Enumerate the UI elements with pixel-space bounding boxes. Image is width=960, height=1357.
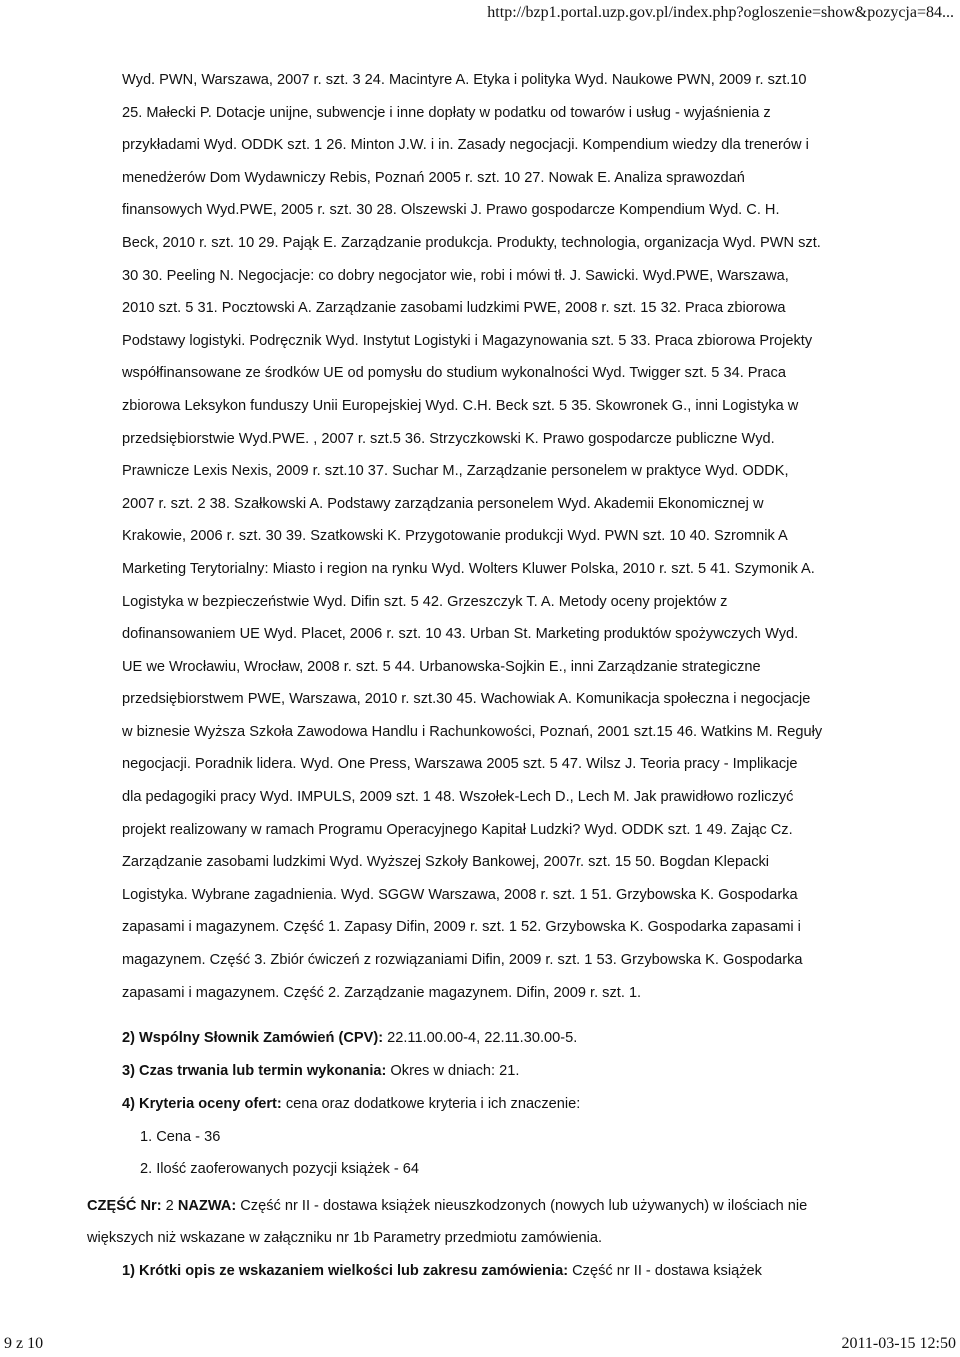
cpv-label: 2) Wspólny Słownik Zamówień (CPV):: [122, 1030, 384, 1046]
part-name-label: NAZWA:: [177, 1198, 237, 1214]
text-line: Krakowie, 2006 r. szt. 30 39. Szatkowski K. Przygotowanie produkcji Wyd. PWN szt. 10 40. Szromnik A: [122, 528, 788, 545]
text-line: przedsiębiorstwie Wyd.PWE. , 2007 r. szt.5 36. Strzyczkowski K. Prawo gospodarcze publiczne Wyd.: [122, 430, 775, 447]
text-line: przedsiębiorstwem PWE, Warszawa, 2010 r. szt.30 45. Wachowiak A. Komunikacja społeczna i negocjacje: [122, 691, 811, 708]
text-line: dofinansowaniem UE Wyd. Placet, 2006 r. szt. 10 43. Urban St. Marketing produktów spożywczych Wyd.: [122, 626, 799, 643]
text-line: przykładami Wyd. ODDK szt. 1 26. Minton J.W. i in. Zasady negocjacji. Kompendium wiedzy dla trenerów i: [122, 137, 809, 154]
duration-label: 3) Czas trwania lub termin wykonania:: [122, 1063, 387, 1079]
duration-value: Okres w dniach: 21.: [386, 1063, 520, 1079]
text-line: Wyd. PWN, Warszawa, 2007 r. szt. 3 24. Macintyre A. Etyka i polityka Wyd. Naukowe PWN, 2009 r. szt.10: [122, 72, 807, 88]
text-line: projekt realizowany w ramach Programu Operacyjnego Kapitał Ludzki? Wyd. ODDK szt. 1 49. Zając Cz.: [122, 821, 793, 838]
text-line: Beck, 2010 r. szt. 10 29. Pająk E. Zarządzanie produkcja. Produkty, technologia, organizacja Wyd. PWN szt.: [122, 234, 821, 251]
part-heading: [87, 1196, 807, 1216]
text-line: Podstawy logistyki. Podręcznik Wyd. Instytut Logistyki i Magazynowania szt. 5 33. Praca zbiorowa Projekty: [122, 332, 813, 349]
part-description-label: 1) Krótki opis ze wskazaniem wielkości lub zakresu zamówienia:: [122, 1263, 569, 1279]
part-name: Część nr II - dostawa książek nieuszkodzonych (nowych lub używanych) w ilościach nie: [236, 1198, 808, 1214]
part-number: 2: [161, 1198, 178, 1214]
text-line: Logistyka w bezpieczeństwie Wyd. Difin szt. 5 42. Grzeszczyk T. A. Metody oceny projektów z: [122, 593, 728, 610]
text-line: Prawnicze Lexis Nexis, 2009 r. szt.10 37. Suchar M., Zarządzanie personelem w praktyce Wyd. ODDK,: [122, 463, 789, 480]
text-line: 25. Małecki P. Dotacje unijne, subwencje i inne dopłaty w podatku od towarów i usług - wyjaśnienia z: [122, 104, 771, 121]
text-line: Zarządzanie zasobami ludzkimi Wyd. Wyższej Szkoły Bankowej, 2007r. szt. 15 50. Bogdan Klepacki: [122, 854, 770, 871]
text-line: zapasami i magazynem. Część 1. Zapasy Difin, 2009 r. szt. 1 52. Grzybowska K. Gospodarka zapasami i: [122, 919, 801, 936]
text-line: Marketing Terytorialny: Miasto i region na rynku Wyd. Wolters Kluwer Polska, 2010 r. szt. 5 41. Szymonik A.: [122, 560, 815, 577]
text-line: w biznesie Wyższa Szkoła Zawodowa Handlu i Rachunkowości, Poznań, 2001 szt.15 46. Watkins M. Reguły: [122, 723, 823, 740]
criteria-item-2: 2. Ilość zaoferowanych pozycji książek - 64: [140, 1161, 420, 1177]
part-name-continued: większych niż wskazane w załączniku nr 1b Parametry przedmiotu zamówienia.: [87, 1230, 603, 1246]
text-line: finansowych Wyd.PWE, 2005 r. szt. 30 28. Olszewski J. Prawo gospodarcze Kompendium Wyd. C. H.: [122, 202, 780, 219]
text-line: zbiorowa Leksykon funduszy Unii Europejskiej Wyd. C.H. Beck szt. 5 35. Skowronek G., inni Logistyka w: [122, 397, 799, 414]
part-description-value: Część nr II - dostawa książek: [568, 1263, 762, 1279]
cpv-value: 22.11.00.00-4, 22.11.30.00-5.: [383, 1030, 578, 1046]
text-line: współfinansowane ze środków UE od pomysłu do studium wykonalności Wyd. Twigger szt. 5 34. Praca: [122, 365, 786, 382]
text-line: negocjacji. Poradnik lidera. Wyd. One Press, Warszawa 2005 szt. 5 47. Wilsz J. Teoria pracy - Implikacje: [122, 756, 798, 773]
criteria-item-1: 1. Cena - 36: [140, 1129, 221, 1145]
criteria-label: 4) Kryteria oceny ofert:: [122, 1096, 282, 1112]
bibliography-text: [122, 64, 902, 1009]
text-line: UE we Wrocławiu, Wrocław, 2008 r. szt. 5 44. Urbanowska-Sojkin E., inni Zarządzanie strategiczne: [122, 658, 761, 675]
text-line: Logistyka. Wybrane zagadnienia. Wyd. SGGW Warszawa, 2008 r. szt. 1 51. Grzybowska K. Gospodarka: [122, 886, 798, 903]
page-url-header: http://bzp1.portal.uzp.gov.pl/index.php?ogloszenie=show&pozycja=84...: [487, 4, 954, 21]
print-datetime: 2011-03-15 12:50: [841, 1335, 956, 1352]
text-line: menedżerów Dom Wydawniczy Rebis, Poznań 2005 r. szt. 10 27. Nowak E. Analiza sprawozdań: [122, 169, 745, 186]
text-line: 2007 r. szt. 2 38. Szałkowski A. Podstawy zarządzania personelem Wyd. Akademii Ekonomicznej w: [122, 495, 764, 512]
criteria-value: cena oraz dodatkowe kryteria i ich znaczenie:: [281, 1096, 581, 1112]
text-line: dla pedagogiki pracy Wyd. IMPULS, 2009 szt. 1 48. Wszołek-Lech D., Lech M. Jak prawidłowo rozliczyć: [122, 789, 794, 806]
duration-field: [122, 1061, 519, 1081]
text-line: magazynem. Część 3. Zbiór ćwiczeń z rozwiązaniami Difin, 2009 r. szt. 1 53. Grzybowska K. Gospodarka: [122, 952, 803, 969]
criteria-field: [122, 1094, 580, 1114]
text-line: zapasami i magazynem. Część 2. Zarządzanie magazynem. Difin, 2009 r. szt. 1.: [122, 984, 642, 1001]
text-line: 2010 szt. 5 31. Pocztowski A. Zarządzanie zasobami ludzkimi PWE, 2008 r. szt. 15 32. Praca zbiorowa: [122, 300, 786, 317]
part-number-label: CZĘŚĆ Nr:: [87, 1198, 162, 1214]
page-number: 9 z 10: [4, 1335, 44, 1352]
part-description: [122, 1261, 762, 1281]
cpv-field: [122, 1028, 577, 1048]
text-line: 30 30. Peeling N. Negocjacje: co dobry negocjator wie, robi i mówi tł. J. Sawicki. Wyd.PWE, Warszawa,: [122, 267, 789, 284]
